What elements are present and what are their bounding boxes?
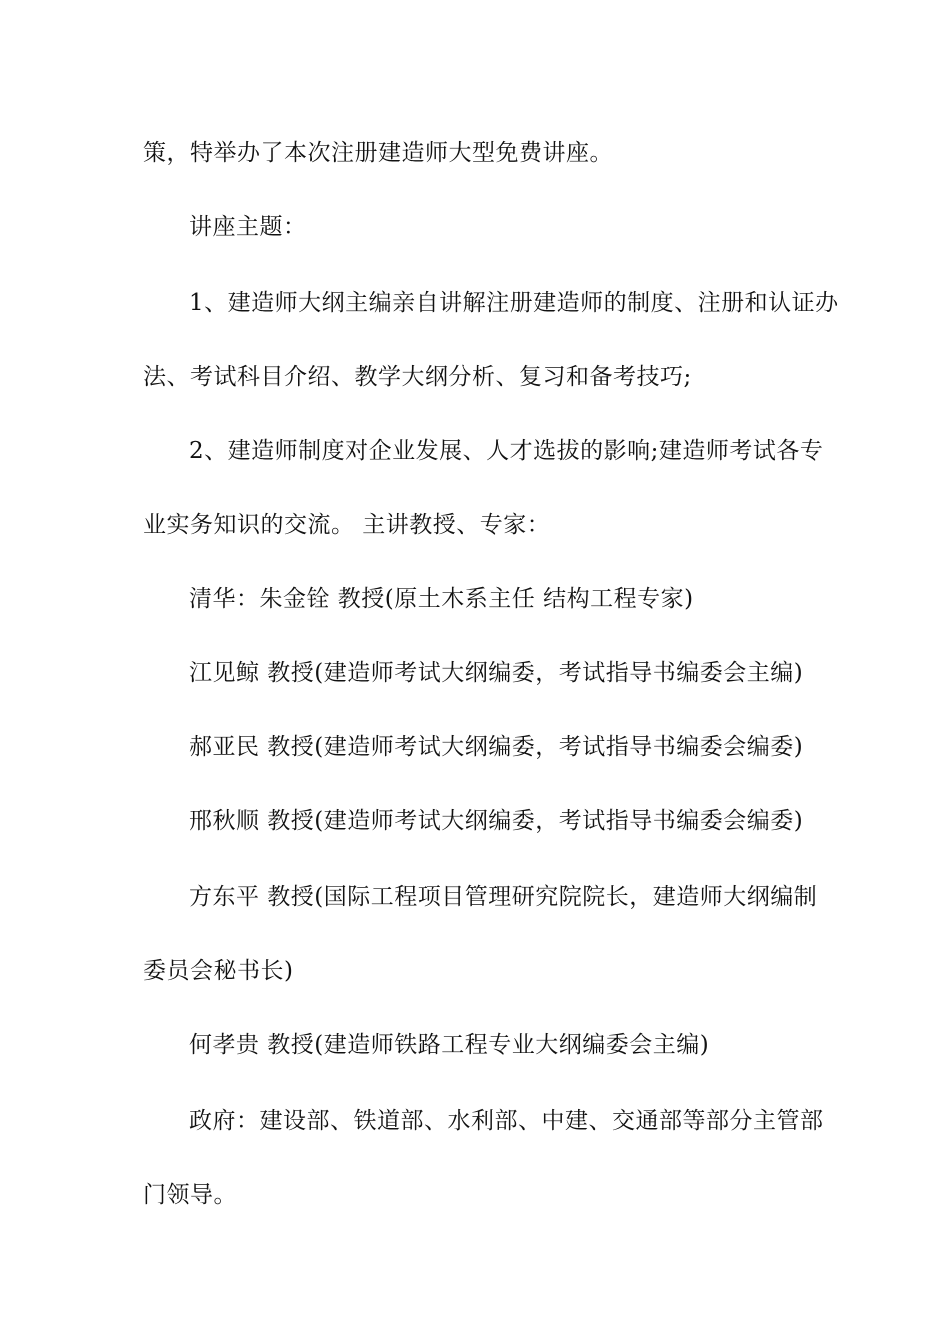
paragraph-line-12: 委员会秘书长)	[143, 958, 294, 984]
paragraph-line-9: 郝亚民 教授(建造师考试大纲编委，考试指导书编委会编委)	[189, 734, 804, 760]
paragraph-line-2: 讲座主题：	[189, 214, 307, 240]
paragraph-line-11: 方东平 教授(国际工程项目管理研究院院长，建造师大纲编制	[189, 884, 818, 910]
paragraph-line-14: 政府：建设部、铁道部、水利部、中建、交通部等部分主管部	[189, 1108, 824, 1134]
paragraph-line-1: 策，特举办了本次注册建造师大型免费讲座。	[143, 140, 613, 166]
paragraph-line-3: 1、建造师大纲主编亲自讲解注册建造师的制度、注册和认证办	[189, 290, 839, 316]
paragraph-line-13: 何孝贵 教授(建造师铁路工程专业大纲编委会主编)	[189, 1032, 710, 1058]
paragraph-line-15: 门领导。	[143, 1182, 237, 1208]
paragraph-line-10: 邢秋顺 教授(建造师考试大纲编委，考试指导书编委会编委)	[189, 808, 804, 834]
paragraph-line-8: 江见鲸 教授(建造师考试大纲编委，考试指导书编委会主编)	[189, 660, 804, 686]
paragraph-line-7: 清华：朱金铨 教授(原土木系主任 结构工程专家)	[189, 586, 694, 612]
paragraph-line-4: 法、考试科目介绍、教学大纲分析、复习和备考技巧;	[143, 364, 692, 390]
paragraph-line-5: 2、建造师制度对企业发展、人才选拔的影响;建造师考试各专	[189, 438, 824, 464]
paragraph-line-6: 业实务知识的交流。 主讲教授、专家：	[143, 512, 551, 538]
